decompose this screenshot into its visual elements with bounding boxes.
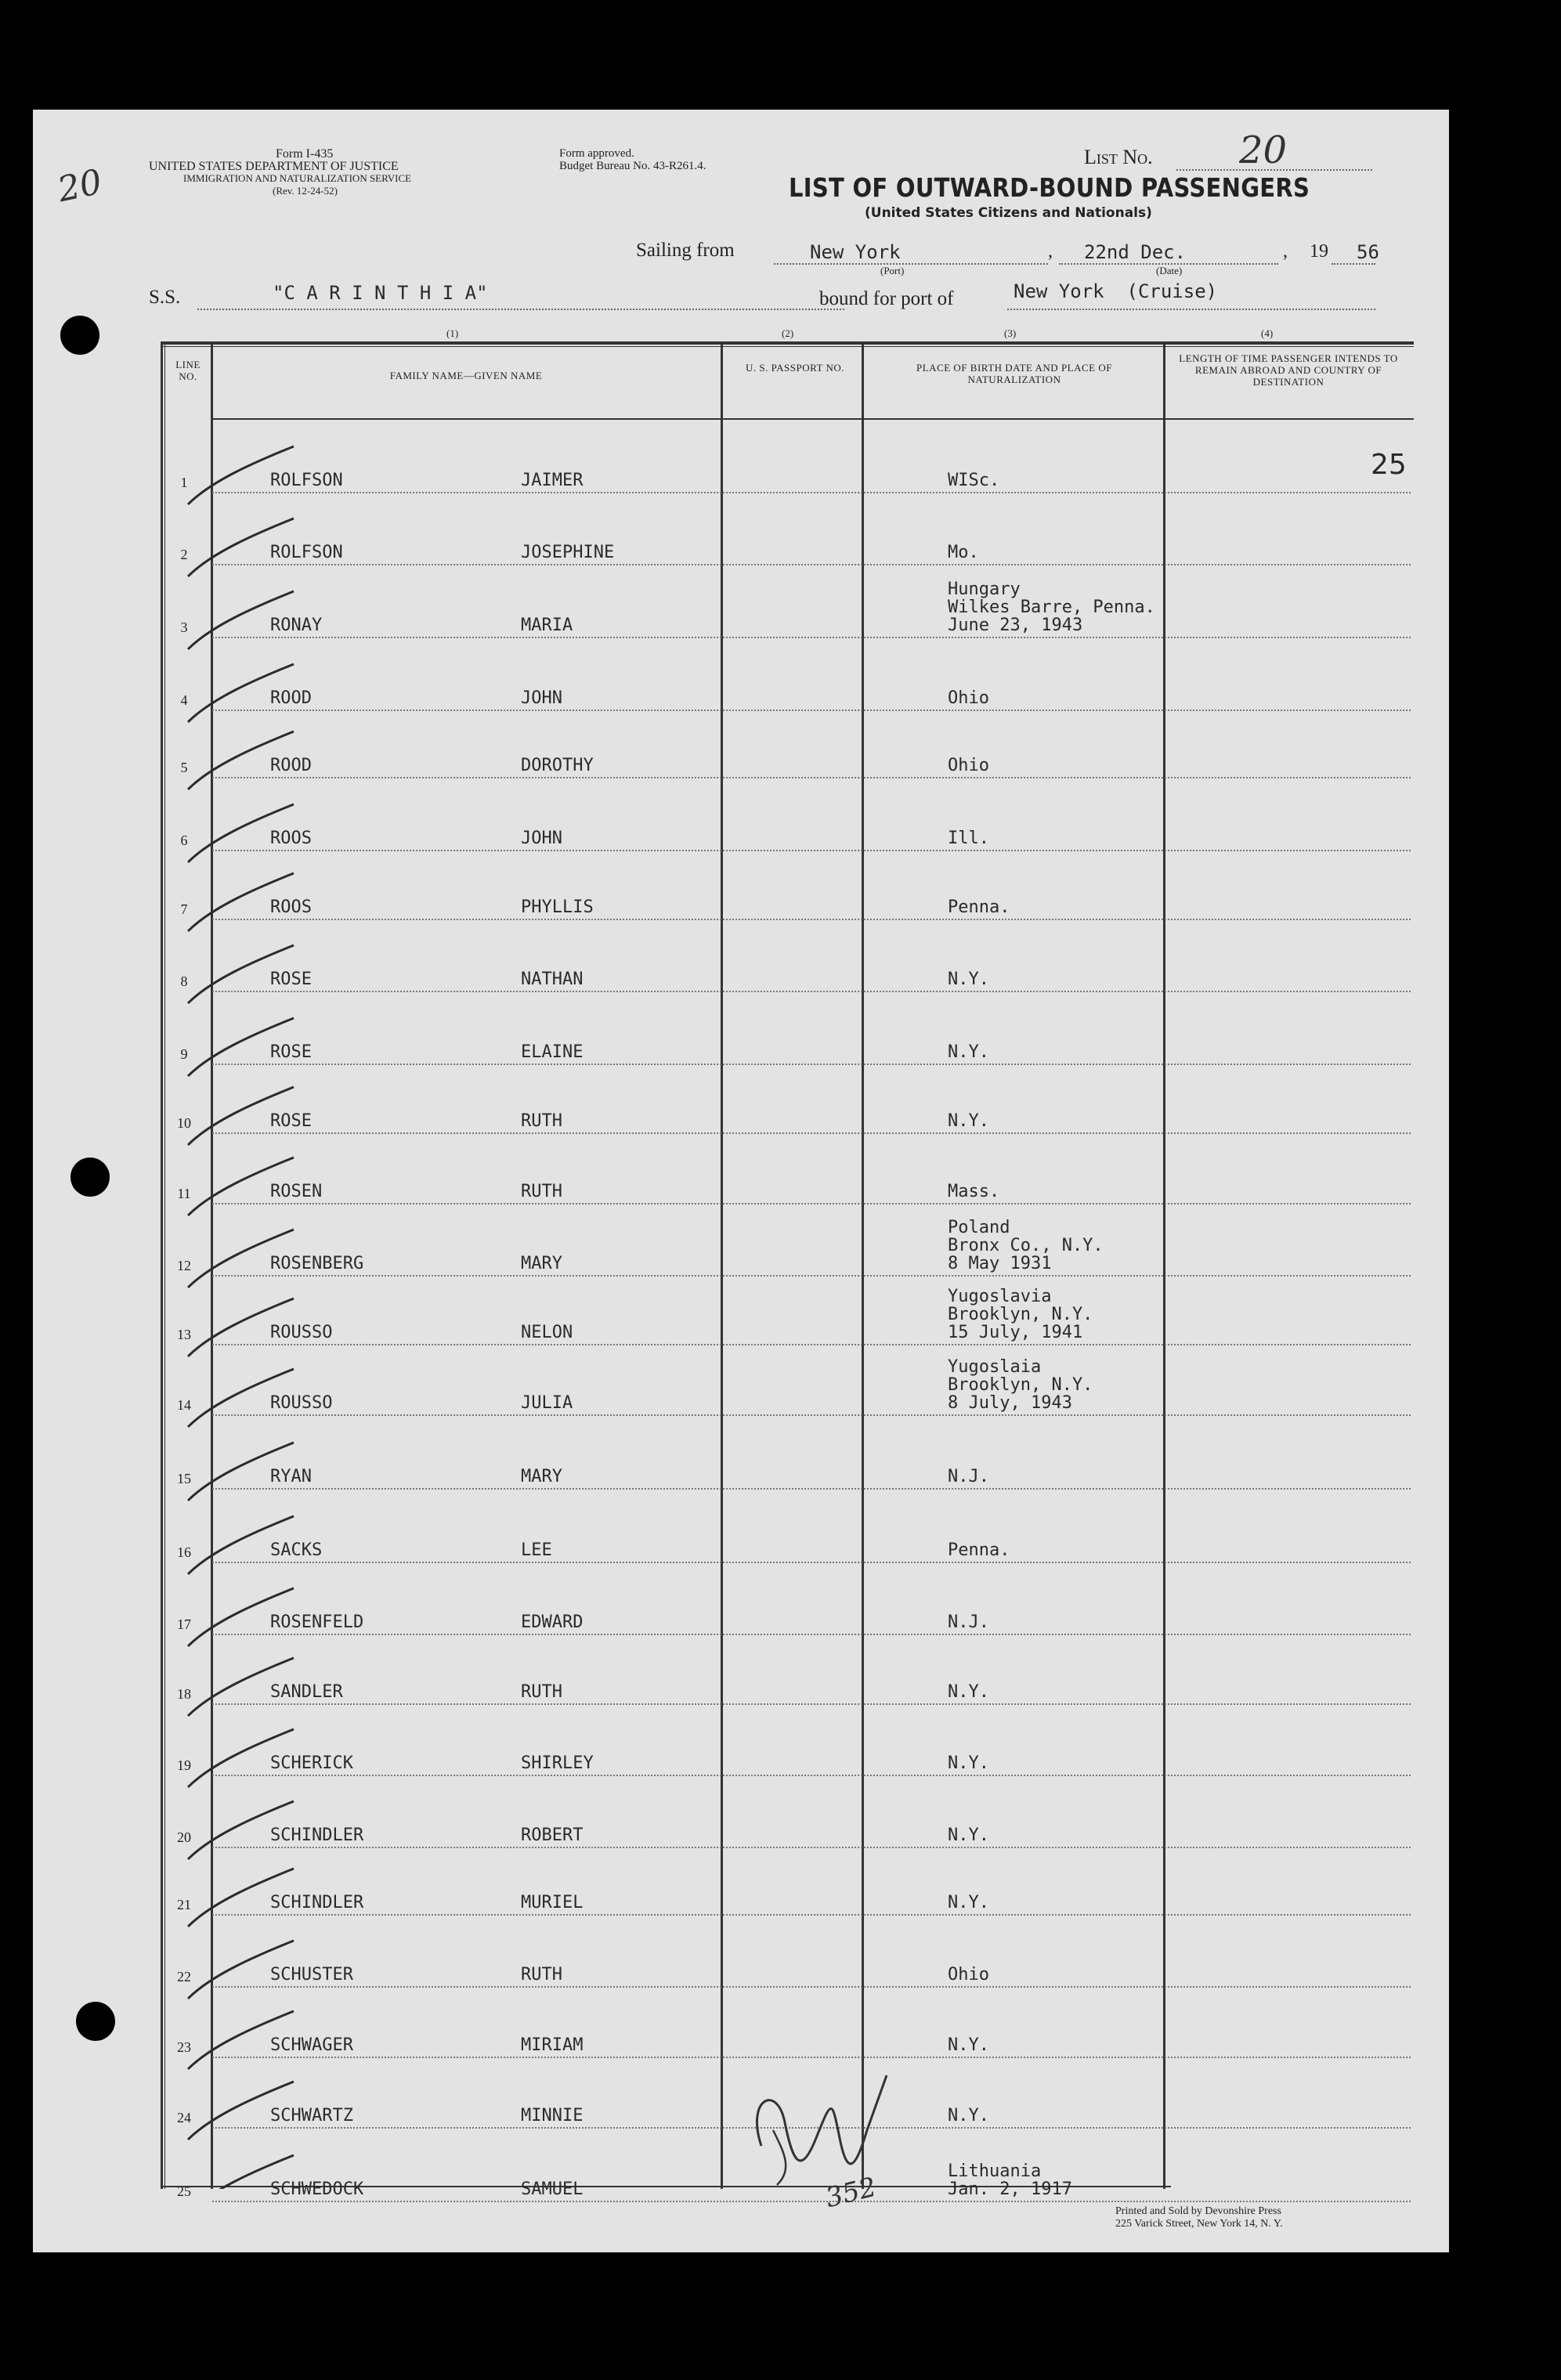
given-name: RUTH — [521, 1182, 562, 1201]
line-number: 24 — [177, 2110, 191, 2125]
line-number: 17 — [177, 1616, 191, 1632]
place-of-birth: N.Y. — [948, 2106, 989, 2125]
family-name: ROOD — [270, 688, 312, 708]
line-number: 8 — [180, 973, 188, 989]
check-mark — [188, 1018, 294, 1076]
line-number: 9 — [180, 1046, 188, 1062]
handwritten-passport-signature — [730, 2052, 902, 2208]
check-mark — [188, 804, 294, 862]
line-number: 20 — [177, 1829, 191, 1845]
family-name: ROOS — [270, 897, 312, 917]
form-revision: (Rev. 12-24-52) — [273, 185, 338, 197]
check-mark — [188, 446, 294, 504]
line-number: 25 — [177, 2183, 191, 2199]
passport-header: U. S. PASSPORT NO. — [746, 362, 844, 374]
check-mark — [188, 664, 294, 722]
column-number-4: (4) — [1261, 327, 1274, 339]
ship-name: "C A R I N T H I A" — [273, 282, 488, 304]
family-name: SACKS — [270, 1540, 323, 1560]
place-of-birth: Hungary Wilkes Barre, Penna. June 23, 1943 — [948, 580, 1155, 635]
check-mark — [188, 1087, 294, 1145]
comma: , — [1048, 241, 1053, 262]
check-mark — [188, 1588, 294, 1646]
line-number: 16 — [177, 1544, 191, 1560]
given-name: SHIRLEY — [521, 1753, 594, 1773]
line-number: 11 — [177, 1186, 191, 1201]
family-name: SCHWEDOCK — [270, 2180, 364, 2199]
bound-for-label: bound for port of — [819, 288, 954, 309]
passenger-manifest-page — [33, 110, 1449, 2252]
given-name: MINNIE — [521, 2106, 584, 2125]
given-name: MARY — [521, 1467, 562, 1486]
check-mark — [188, 873, 294, 931]
binder-hole-middle — [70, 1157, 110, 1197]
line-number: 6 — [180, 832, 188, 848]
line-no-header: LINE NO. — [175, 359, 201, 382]
family-name: RYAN — [270, 1467, 312, 1486]
line-number: 5 — [180, 760, 188, 775]
given-name: JOSEPHINE — [521, 543, 615, 562]
ss-label: S.S. — [149, 287, 181, 308]
date-caption: (Date) — [1156, 265, 1183, 276]
given-name: EDWARD — [521, 1613, 584, 1632]
family-name: RONAY — [270, 616, 323, 635]
ship-name-line — [197, 309, 844, 310]
line-number: 4 — [180, 692, 188, 708]
family-name: ROOD — [270, 756, 312, 775]
sailing-date: 22nd Dec. — [1084, 241, 1187, 263]
line-number: 22 — [177, 1969, 191, 1985]
place-of-birth: N.Y. — [948, 1893, 989, 1912]
check-mark — [188, 1230, 294, 1288]
sailing-year-line — [1332, 263, 1375, 265]
given-name: JOHN — [521, 688, 562, 708]
length-header: LENGTH OF TIME PASSENGER INTENDS TO REMAIN ABROAD AND COUNTRY OF DESTINATION — [1179, 352, 1398, 388]
given-name: JULIA — [521, 1393, 573, 1413]
service-name: IMMIGRATION AND NATURALIZATION SERVICE — [183, 172, 412, 184]
check-mark — [188, 1658, 294, 1716]
form-approved: Form approved. — [559, 147, 634, 160]
family-name: SCHWARTZ — [270, 2106, 353, 2125]
line-number: 3 — [180, 619, 188, 635]
corner-page-mark: 20 — [54, 161, 106, 211]
column-number-3: (3) — [1004, 327, 1017, 339]
given-name: MARIA — [521, 616, 573, 635]
place-of-birth: Penna. — [948, 897, 1010, 917]
line-number: 10 — [177, 1115, 191, 1131]
form-subtitle: (United States Citizens and Nationals) — [865, 205, 1152, 221]
line-number: 2 — [180, 547, 188, 562]
given-name: MARY — [521, 1254, 562, 1273]
line-number: 14 — [177, 1397, 191, 1413]
line-number: 13 — [177, 1327, 191, 1342]
bound-port: New York (Cruise) — [1014, 280, 1218, 302]
check-mark — [188, 2011, 294, 2069]
place-of-birth: Ohio — [948, 1965, 989, 1985]
place-of-birth: N.Y. — [948, 1682, 989, 1702]
place-of-birth: Mass. — [948, 1182, 1000, 1201]
place-of-birth: Mo. — [948, 543, 979, 562]
name-passport-divider — [721, 341, 723, 2189]
given-name: NELON — [521, 1323, 573, 1342]
place-of-birth: Ill. — [948, 829, 989, 848]
line-number: 21 — [177, 1897, 191, 1912]
printer-line-1: Printed and Sold by Devonshire Press — [1115, 2205, 1281, 2217]
sailing-port-line — [774, 263, 1048, 265]
family-name: SANDLER — [270, 1682, 343, 1702]
port-caption: (Port) — [880, 265, 905, 276]
given-name: RUTH — [521, 1111, 562, 1131]
passport-birth-divider — [862, 341, 864, 2189]
check-mark — [188, 518, 294, 576]
check-mark — [188, 1729, 294, 1787]
place-of-birth: Penna. — [948, 1540, 1010, 1560]
place-of-birth: N.Y. — [948, 2035, 989, 2055]
budget-bureau-number: Budget Bureau No. 43-R261.4. — [559, 160, 706, 172]
handwritten-check-marks — [161, 341, 396, 2189]
passport-scrawl-number: 352 — [822, 2171, 880, 2215]
given-name: ELAINE — [521, 1042, 584, 1062]
family-name: ROLFSON — [270, 471, 343, 490]
binder-hole-bottom — [76, 2002, 115, 2041]
family-name: SCHERICK — [270, 1753, 353, 1773]
line-number: 7 — [180, 901, 188, 917]
sailing-from-label: Sailing from — [636, 240, 735, 261]
family-name: ROSE — [270, 1111, 312, 1131]
family-name: ROUSSO — [270, 1393, 333, 1413]
given-name: ROBERT — [521, 1826, 584, 1845]
sailing-year-prefix: 19 — [1310, 241, 1328, 262]
given-name: JOHN — [521, 829, 562, 848]
check-mark — [188, 2155, 294, 2189]
check-mark — [188, 1443, 294, 1501]
place-of-birth: Ohio — [948, 688, 989, 708]
check-mark — [188, 1298, 294, 1356]
check-mark — [188, 731, 294, 789]
place-of-birth: Poland Bronx Co., N.Y. 8 May 1931 — [948, 1218, 1104, 1273]
place-of-birth: N.J. — [948, 1467, 989, 1486]
given-name: NATHAN — [521, 970, 584, 989]
length-of-stay: 25 — [1371, 449, 1407, 481]
family-name: ROOS — [270, 829, 312, 848]
family-name: ROUSSO — [270, 1323, 333, 1342]
sailing-year-suffix: 56 — [1357, 241, 1379, 263]
department-name: UNITED STATES DEPARTMENT OF JUSTICE — [149, 160, 399, 173]
given-name: SAMUEL — [521, 2180, 584, 2199]
family-name: SCHINDLER — [270, 1826, 364, 1845]
list-number-value: 20 — [1239, 128, 1288, 172]
comma-2: , — [1283, 241, 1288, 262]
place-of-birth: N.J. — [948, 1613, 989, 1632]
bound-port-line — [1007, 309, 1375, 310]
place-of-birth: Ohio — [948, 756, 989, 775]
given-name: DOROTHY — [521, 756, 594, 775]
family-name: ROSE — [270, 970, 312, 989]
place-of-birth: N.Y. — [948, 1753, 989, 1773]
form-title: LIST OF OUTWARD-BOUND PASSENGERS — [789, 172, 1310, 203]
given-name: RUTH — [521, 1965, 562, 1985]
given-name: JAIMER — [521, 471, 584, 490]
family-name: SCHINDLER — [270, 1893, 364, 1912]
printer-line-2: 225 Varick Street, New York 14, N. Y. — [1115, 2218, 1283, 2230]
given-name: MIRIAM — [521, 2035, 584, 2055]
family-name: ROSE — [270, 1042, 312, 1062]
check-mark — [188, 2082, 294, 2140]
line-number: 12 — [177, 1258, 191, 1273]
given-name: PHYLLIS — [521, 897, 594, 917]
place-of-birth: Lithuania Jan. 2, 1917 — [948, 2162, 1072, 2199]
place-of-birth: Yugoslavia Brooklyn, N.Y. 15 July, 1941 — [948, 1287, 1093, 1342]
given-name: RUTH — [521, 1682, 562, 1702]
birth-length-divider — [1163, 341, 1165, 2189]
line-number: 15 — [177, 1471, 191, 1486]
header-separator-length — [1163, 418, 1414, 420]
place-of-birth: N.Y. — [948, 1042, 989, 1062]
column-number-2: (2) — [782, 327, 794, 339]
check-mark — [188, 1516, 294, 1574]
line-number: 23 — [177, 2039, 191, 2055]
check-mark — [188, 591, 294, 649]
sailing-port: New York — [810, 241, 901, 263]
check-mark — [188, 1941, 294, 1999]
family-name: SCHWAGER — [270, 2035, 353, 2055]
family-name: ROLFSON — [270, 543, 343, 562]
check-mark — [188, 1369, 294, 1427]
name-header: FAMILY NAME—GIVEN NAME — [389, 370, 543, 381]
check-mark — [188, 1869, 294, 1927]
check-mark — [188, 1157, 294, 1215]
family-name: ROSEN — [270, 1182, 323, 1201]
birth-header: PLACE OF BIRTH DATE AND PLACE OF NATURALIZATION — [916, 362, 1112, 385]
check-mark — [188, 1801, 294, 1859]
place-of-birth: N.Y. — [948, 1111, 989, 1131]
given-name: LEE — [521, 1540, 552, 1560]
place-of-birth: WISc. — [948, 471, 1000, 490]
binder-hole-top — [60, 316, 99, 355]
list-number-label: List No. — [1084, 146, 1153, 168]
line-number: 1 — [180, 475, 188, 490]
line-number: 18 — [177, 1686, 191, 1702]
given-name: MURIEL — [521, 1893, 584, 1912]
check-mark — [188, 945, 294, 1003]
place-of-birth: N.Y. — [948, 970, 989, 989]
line-number: 19 — [177, 1757, 191, 1773]
family-name: SCHUSTER — [270, 1965, 353, 1985]
form-id: Form I-435 — [276, 147, 334, 161]
family-name: ROSENFELD — [270, 1613, 364, 1632]
place-of-birth: Yugoslaia Brooklyn, N.Y. 8 July, 1943 — [948, 1357, 1093, 1413]
place-of-birth: N.Y. — [948, 1826, 989, 1845]
column-number-1: (1) — [446, 327, 459, 339]
family-name: ROSENBERG — [270, 1254, 364, 1273]
